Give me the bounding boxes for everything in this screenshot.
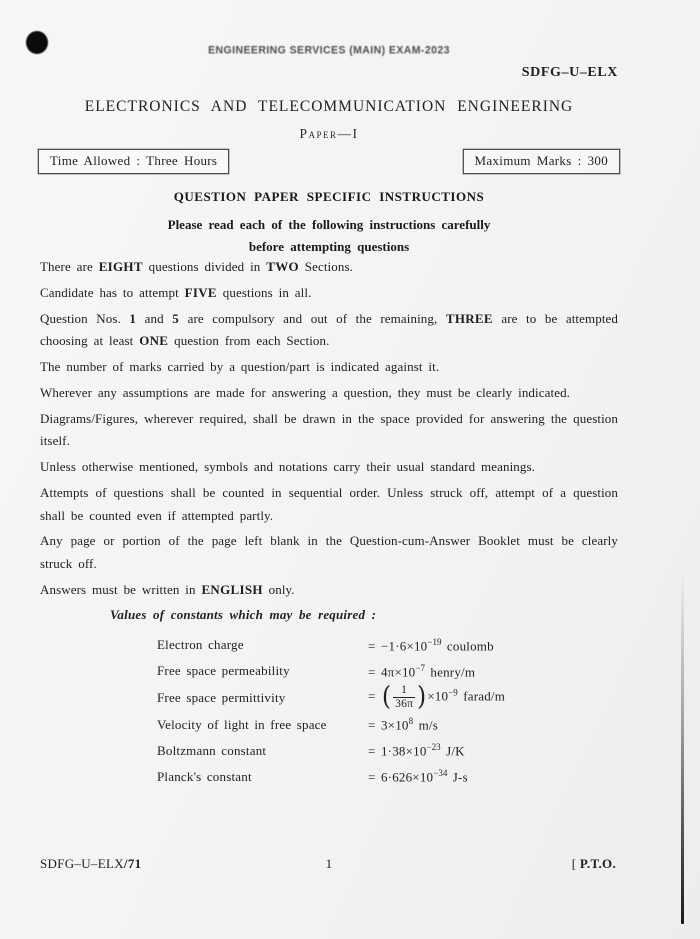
subject-title: ELECTRONICS AND TELECOMMUNICATION ENGINEERING <box>84 98 574 115</box>
instructions-heading: QUESTION PAPER SPECIFIC INSTRUCTIONS <box>173 189 485 204</box>
instructions-list <box>40 256 618 601</box>
instruction-item: Answers must be written in ENGLISH only. <box>40 581 295 597</box>
footer-page-number: 1 <box>325 856 333 871</box>
instructions-subheading-line2: before attempting questions <box>248 239 410 254</box>
constant-label: Free space permeability <box>157 663 290 679</box>
footer-booklet-code: SDFG–U–ELX/71 <box>40 856 142 871</box>
header-boxes-row <box>38 149 620 174</box>
instruction-item: Question Nos. 1 and 5 are compulsory and out of the remaining, THREE are to be attempted choosing at least ONE question from each Section. <box>40 310 618 349</box>
constant-label: Velocity of light in free space <box>157 716 327 732</box>
maximum-marks-box: Maximum Marks : 300 <box>463 149 620 174</box>
constant-value: = $-1\cdot 6\times 10^{-19}$ coulomb <box>368 636 494 653</box>
scan-edge-shadow <box>681 572 684 924</box>
constant-value: = ( $\frac{1}{36\pi}$ ) $\times 10^{-9}$ farad/m <box>368 682 506 713</box>
instruction-item: Attempts of questions shall be counted in sequential order. Unless struck off, attempt of a question shall be counted even if attempted partly. <box>40 485 618 523</box>
constants-table <box>40 632 618 789</box>
constant-row <box>40 764 618 790</box>
instruction-item: Wherever any assumptions are made for answering a question, they must be clearly indicated. <box>40 385 571 401</box>
time-allowed-box: Time Allowed : Three Hours <box>38 149 229 174</box>
instruction-item: Unless otherwise mentioned, symbols and notations carry their usual standard meanings. <box>40 459 536 475</box>
constant-row <box>40 712 618 738</box>
instruction-item: Diagrams/Figures, wherever required, shall be drawn in the space provided for answering the question itself. <box>40 410 618 449</box>
constant-value: = $6\cdot 626\times 10^{-34}$ J-s <box>368 767 468 785</box>
constants-heading: Values of constants which may be required : <box>110 607 377 623</box>
constant-label: Free space permittivity <box>157 689 286 705</box>
instructions-section <box>40 256 618 790</box>
instruction-item: The number of marks carried by a question/part is indicated against it. <box>40 359 440 375</box>
constant-row <box>40 684 618 711</box>
constant-label: Planck's constant <box>157 768 252 784</box>
exam-stamp: ENGINEERING SERVICES (MAIN) EXAM-2023 <box>208 44 450 57</box>
constant-label: Electron charge <box>157 637 244 653</box>
constant-value: = $3\times 10^8$ m/s <box>368 715 438 733</box>
constant-label: Boltzmann constant <box>157 742 267 758</box>
constant-value: = $4\pi\times 10^{-7}$ henry/m <box>368 662 476 679</box>
instruction-item: Candidate has to attempt FIVE questions in all. <box>40 284 312 300</box>
constant-row <box>40 632 618 658</box>
constant-value: = $1\cdot 38\times 10^{-23}$ J/K <box>368 741 465 759</box>
constant-row <box>40 658 618 684</box>
constant-row <box>40 738 618 764</box>
instruction-item: Any page or portion of the page left blank in the Question-cum-Answer Booklet must be clearly struck off. <box>40 533 618 571</box>
instructions-subheading-line1: Please read each of the following instructions carefully <box>167 217 491 232</box>
instruction-item: There are EIGHT questions divided in TWO Sections. <box>40 259 353 274</box>
paper-number: Paper—I <box>299 126 359 141</box>
instructions-subheading <box>40 214 618 258</box>
fraction: ( $\frac{1}{36\pi}$ ) <box>381 682 427 713</box>
paper-code: SDFG–U–ELX <box>521 65 618 80</box>
footer-pto-label: [ P.T.O. <box>571 856 616 871</box>
